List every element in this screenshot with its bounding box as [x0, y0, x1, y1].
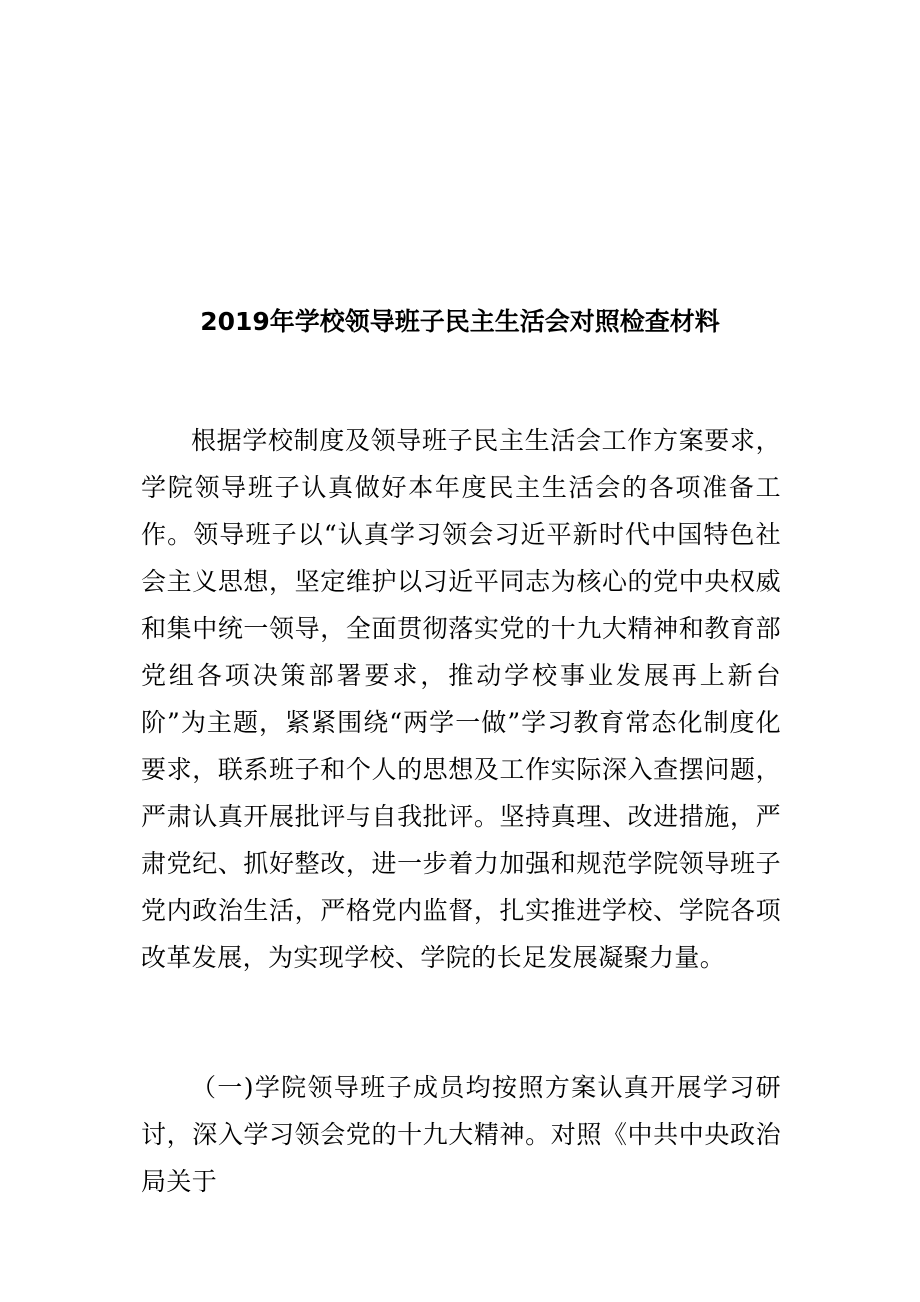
body-paragraph-1: 根据学校制度及领导班子民主生活会工作方案要求，学院领导班子认真做好本年度民主生活会的各项准备工作。领导班子以“认真学习领会习近平新时代中国特色社会主义思想，坚定维护以习近平同志为核心的党中央权威和集中统一领导，全面贯彻落实党的十九大精神和教育部党组各项决策部署要求，推动学校事业发展再上新台阶”为主题，紧紧围绕“两学一做”学习教育常态化制度化要求，联系班子和个人的思想及工作实际深入查摆问题，严肃认真开展批评与自我批评。坚持真理、改进措施，严肃党纪、抓好整改，进一步着力加强和规范学院领导班子党内政治生活，严格党内监督，扎实推进学校、学院各项改革发展，为实现学校、学院的长足发展凝聚力量。: [141, 426, 781, 972]
document-title: 2019年学校领导班子民主生活会对照检查材料: [200, 307, 720, 336]
body-paragraph-2: （一)学院领导班子成员均按照方案认真开展学习研讨，深入学习领会党的十九大精神。对照《中共中央政治局关于: [141, 1073, 781, 1196]
